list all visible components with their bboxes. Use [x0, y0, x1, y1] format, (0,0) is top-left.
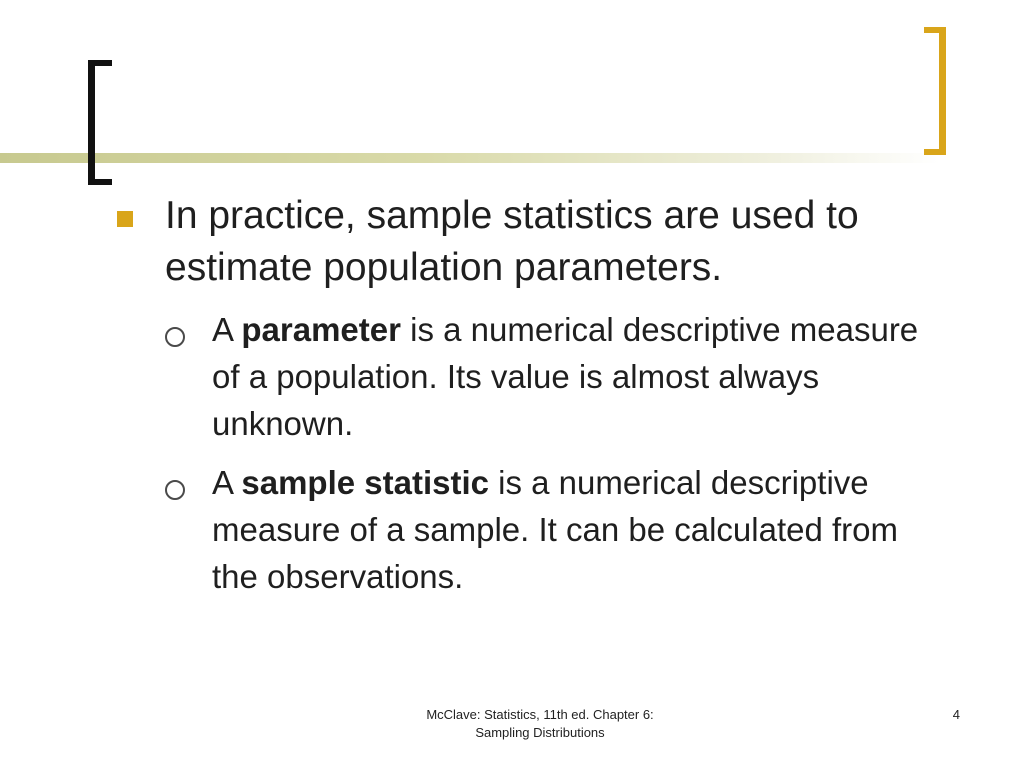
footer-line-2: Sampling Distributions — [475, 725, 605, 740]
hollow-circle-bullet-icon — [165, 480, 185, 500]
subbullet-prefix: A — [212, 311, 242, 348]
subbullet-term: sample statistic — [241, 464, 489, 501]
footer-line-1: McClave: Statistics, 11th ed. Chapter 6: — [426, 707, 654, 722]
footer — [380, 706, 700, 742]
subbullet-term: parameter — [241, 311, 401, 348]
main-bullet-text: In practice, sample statistics are used to estimate population parameters. — [165, 194, 859, 289]
subbullet-parameter — [212, 306, 942, 447]
subbullet-definition: is a numerical descriptive measure of a population. Its value is almost always unknown. — [212, 311, 919, 442]
subbullet-sample-statistic — [212, 459, 942, 600]
square-bullet-icon — [117, 211, 133, 227]
page-number: 4 — [952, 707, 960, 722]
subbullet-definition: is a numerical descriptive measure of a sample. It can be calculated from the observations. — [212, 464, 899, 595]
hollow-circle-bullet-icon — [165, 327, 185, 347]
subbullet-prefix: A — [212, 464, 242, 501]
